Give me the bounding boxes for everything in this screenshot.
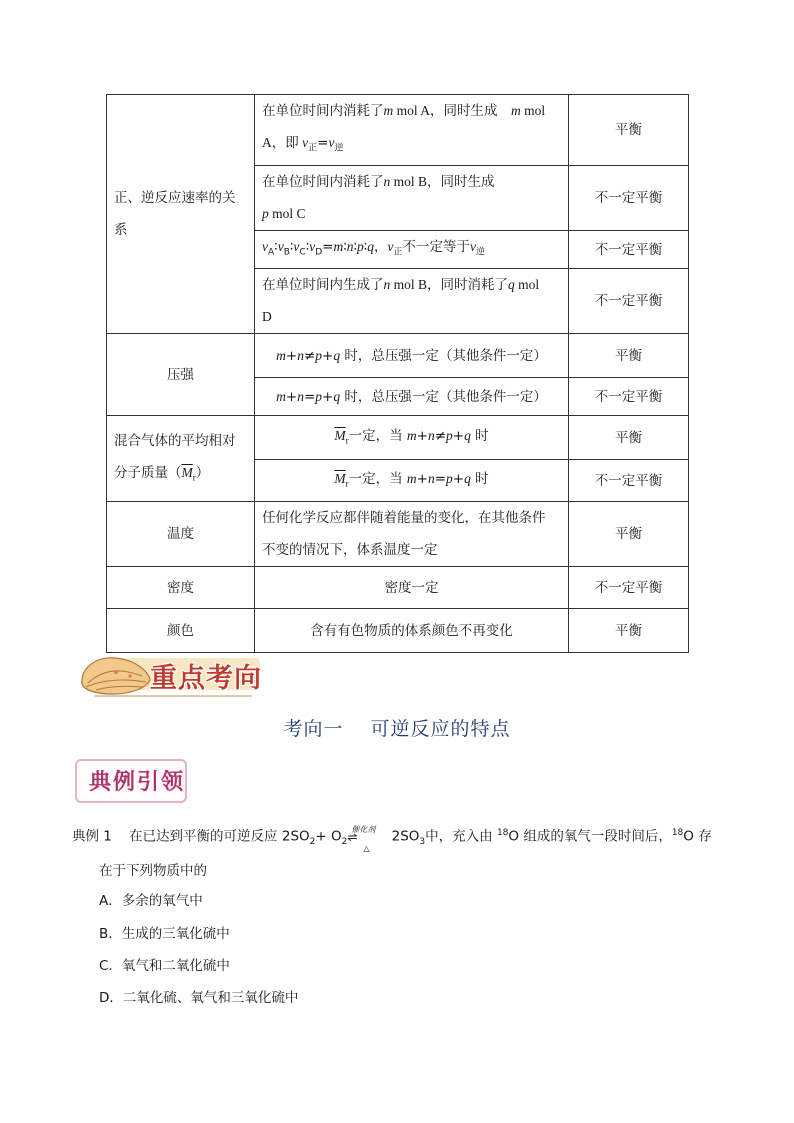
text: mol C [268, 205, 306, 221]
molar-result-2: 不一定平衡 [569, 460, 689, 502]
var-n: n [427, 427, 435, 443]
option-b[interactable]: B．生成的三氧化硫中 [99, 926, 230, 942]
rate-result-1: 平衡 [569, 95, 689, 166]
var-n: n [346, 238, 354, 254]
text: 一定，当 [348, 427, 407, 444]
density-cond: 密度一定 [255, 567, 569, 609]
var-m: m [333, 238, 344, 254]
var-q: q [464, 427, 471, 443]
var-m: m [276, 388, 286, 404]
text: ∶ [353, 238, 357, 255]
var-n: n [297, 388, 304, 404]
text: + [285, 388, 298, 405]
color-label: 颜色 [107, 609, 255, 653]
sub: 正 [393, 247, 403, 258]
var-m: m [406, 470, 417, 486]
question-number: 典例 1 [72, 828, 112, 845]
sub: 2 [309, 837, 316, 848]
text: = [303, 388, 316, 405]
rate-cond-4 [255, 269, 569, 334]
text: ∶ [289, 238, 294, 255]
text: 在单位时间内生成了 [262, 277, 384, 294]
text: ∶ [274, 238, 278, 255]
option-a[interactable]: A．多余的氧气中 [99, 893, 203, 909]
var-n: n [297, 347, 304, 363]
var-v: v [470, 238, 477, 254]
var-n: n [383, 277, 391, 293]
rate-result-4: 不一定平衡 [569, 269, 689, 334]
var-m: m [511, 103, 521, 118]
text: + [452, 470, 465, 487]
sub: 2 [341, 837, 348, 848]
var-q: q [464, 470, 471, 486]
temp-label: 温度 [107, 502, 255, 567]
text: = [322, 238, 334, 255]
text: 任何化学反应都伴随着能量的变化，在其他条件 [262, 510, 546, 527]
text: 时 [470, 470, 489, 487]
text: mol A，同时生成 [393, 103, 512, 118]
molar-cond-2 [255, 460, 569, 502]
var-p: p [315, 347, 322, 363]
text: D [262, 309, 272, 325]
var-p: p [446, 427, 453, 443]
text: + [322, 347, 334, 364]
text: = [434, 470, 447, 487]
sup: 18 [671, 828, 684, 838]
var-q: q [333, 388, 341, 404]
var-v: v [277, 238, 284, 254]
text: 分子质量（ [114, 464, 182, 481]
text: ∶ [305, 238, 310, 255]
equilibrium-criteria-table [106, 94, 689, 653]
var-n: n [383, 173, 391, 189]
color-result: 平衡 [569, 609, 689, 653]
text: 时，总压强一定（其他条件一定） [340, 388, 547, 405]
density-result: 不一定平衡 [569, 567, 689, 609]
text: ≠ [434, 427, 447, 444]
text: 时，总压强一定（其他条件一定） [340, 347, 547, 364]
text: O 存 [683, 828, 712, 845]
key-direction-banner [76, 650, 266, 700]
text: O 组成的氧气一段时间后， [508, 828, 672, 845]
example-box-title: 典例引领 [89, 769, 186, 795]
var-p: p [262, 205, 269, 221]
var-v: v [302, 135, 309, 150]
pressure-result-2: 不一定平衡 [569, 378, 689, 416]
text: 一定，当 [348, 470, 407, 487]
catalyst-label: 催化剂 [351, 824, 376, 834]
sub: 3 [419, 837, 426, 848]
color-cond: 含有有色物质的体系颜色不再变化 [255, 609, 569, 653]
text: 不变的情况下，体系温度一定 [262, 542, 438, 559]
text: + O [315, 828, 342, 845]
temp-result: 平衡 [569, 502, 689, 567]
var-q: q [508, 277, 515, 293]
temp-cond [255, 502, 569, 567]
text: 时 [470, 427, 489, 444]
text: mol [514, 277, 540, 293]
option-c[interactable]: C．氧气和二氧化硫中 [99, 958, 230, 974]
banner-title: 重点考向 [150, 663, 262, 694]
pressure-result-1: 平衡 [569, 334, 689, 378]
molar-cond-1 [255, 416, 569, 460]
section-subtitle: 考向一 可逆反应的特点 [283, 718, 511, 740]
rate-cond-1 [255, 95, 569, 166]
molar-mass-label [107, 416, 255, 502]
var-v: v [293, 238, 300, 254]
text: 在单位时间内消耗了 [262, 103, 384, 119]
text: ∶ [363, 238, 368, 255]
var-v: v [309, 238, 316, 254]
pressure-label: 压强 [107, 334, 255, 416]
text: 2SO [387, 828, 420, 845]
var-M: $\overline{M}$ [334, 427, 346, 443]
question-line-2: 在于下列物质中的 [99, 863, 207, 879]
rate-cond-3 [255, 230, 569, 269]
sub: C [299, 247, 306, 258]
text: 不一定等于 [402, 238, 471, 255]
var-p: p [446, 470, 453, 486]
var-m: m [383, 103, 394, 118]
sub: 正 [308, 143, 318, 154]
rate-label: 正、逆反应速率的关系 [107, 95, 255, 334]
sub: 逆 [334, 143, 344, 154]
sub: A [268, 247, 275, 258]
reversible-arrow [347, 824, 387, 853]
text: + [416, 427, 428, 444]
sub: B [283, 247, 290, 258]
sub: r [192, 472, 196, 483]
sub: D [315, 247, 323, 258]
pressure-cond-2 [255, 378, 569, 416]
text: mol [520, 103, 546, 118]
text: A，即 [262, 135, 303, 150]
question-line-1 [72, 824, 752, 851]
text: 在单位时间内消耗了 [262, 173, 384, 190]
sub: r [345, 435, 349, 446]
var-q: q [367, 238, 374, 254]
rate-result-2: 不一定平衡 [569, 165, 689, 230]
text: + [285, 347, 298, 364]
var-v: v [262, 238, 268, 254]
sub: r [345, 478, 349, 489]
var-n: n [427, 470, 435, 486]
text: mol B，同时消耗了 [390, 277, 509, 293]
pressure-cond-1 [255, 334, 569, 378]
var-q: q [333, 347, 341, 363]
text: + [322, 388, 334, 405]
var-m: m [406, 427, 417, 443]
var-p: p [356, 238, 364, 254]
sup: 18 [496, 828, 509, 838]
heat-label: △ [363, 843, 370, 853]
molar-result-1: 平衡 [569, 416, 689, 460]
example-box [75, 759, 187, 803]
text: ， [374, 238, 388, 255]
sub: 逆 [476, 247, 486, 258]
text: ∶ [343, 238, 347, 255]
text: + [416, 470, 428, 487]
text: 中，充入由 [425, 828, 497, 845]
var-M: $\overline{M}$ [334, 470, 346, 486]
var-M: $\overline{M}$ [181, 464, 193, 480]
rate-result-3: 不一定平衡 [569, 230, 689, 269]
var-p: p [315, 388, 322, 404]
text: 在已达到平衡的可逆反应 2SO [129, 828, 310, 845]
text: ） [195, 464, 210, 481]
text: + [452, 427, 465, 444]
text: mol B，同时生成 [390, 173, 495, 189]
rate-cond-2 [255, 165, 569, 230]
text: 混合气体的平均相对 [114, 432, 236, 449]
text: = [317, 135, 329, 151]
var-v: v [328, 135, 335, 150]
density-label: 密度 [107, 567, 255, 609]
equilibrium-arrow-icon: ⇌ [347, 829, 358, 844]
option-d[interactable]: D．二氧化硫、氧气和三氧化硫中 [99, 990, 299, 1006]
var-m: m [276, 347, 286, 363]
var-v: v [387, 238, 394, 254]
text: ≠ [303, 347, 316, 364]
